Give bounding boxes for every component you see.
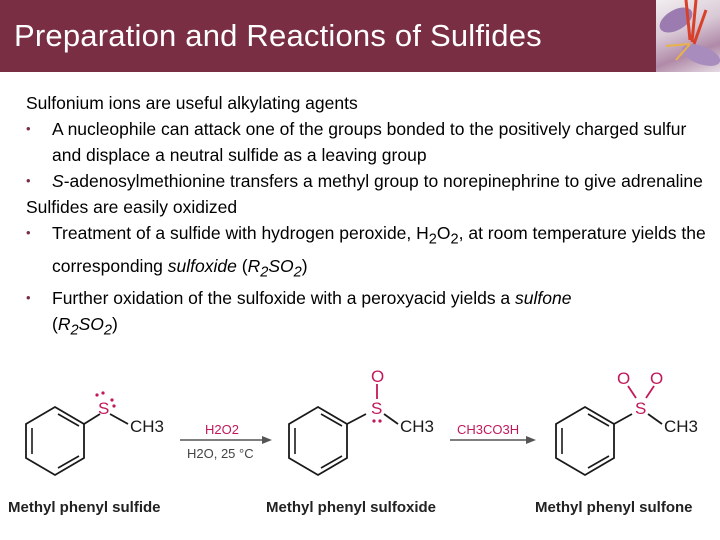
methyl-group: CH3 xyxy=(664,417,699,436)
caption-sulfone: Methyl phenyl sulfone xyxy=(535,499,693,516)
heading-sulfonium: Sulfonium ions are useful alkylating agents xyxy=(26,93,358,113)
oxygen-atom: O xyxy=(371,367,385,386)
methyl-phenyl-sulfoxide-structure xyxy=(289,367,434,475)
sulfur-atom: S xyxy=(98,399,110,418)
sulfur-atom: S xyxy=(635,399,647,418)
oxygen-atom: O xyxy=(650,369,664,388)
bullet-peroxyacid: • Further oxidation of the sulfoxide with a peroxyacid yields a sulfone $(R_2SO_2)$ xyxy=(26,285,706,344)
methyl-phenyl-sulfide-structure xyxy=(26,391,164,475)
bullet-peroxide: • Treatment of a sulfide with hydrogen peroxide, $H_2O_2$, at room temperature yields the corresponding sulfoxide $(R_2SO_2)$ xyxy=(26,220,706,285)
title-bar xyxy=(0,0,656,72)
bullet-icon: • xyxy=(26,121,31,136)
bullet-icon: • xyxy=(26,290,31,305)
reagent-h2o2: H2O2 xyxy=(205,422,239,437)
slide-body xyxy=(26,90,706,344)
bullet-icon: • xyxy=(26,225,31,240)
methyl-group: CH3 xyxy=(130,417,165,436)
caption-sulfoxide: Methyl phenyl sulfoxide xyxy=(266,499,437,516)
sulfur-atom: S xyxy=(371,399,383,418)
saffron-flower-image xyxy=(656,0,720,72)
reagent-peracetic-acid: CH3CO3H xyxy=(457,422,520,437)
heading-oxidized: Sulfides are easily oxidized xyxy=(26,197,238,217)
reaction-arrow-1 xyxy=(180,422,272,461)
bullet-nucleophile: • A nucleophile can attack one of the groups bonded to the positively charged sulfur and displace a neutral sulfide as a leaving group xyxy=(26,116,706,168)
reaction-scheme xyxy=(0,362,720,540)
slide-title: Preparation and Reactions of Sulfides xyxy=(14,18,542,53)
methyl-group: CH3 xyxy=(400,417,435,436)
reagent-conditions: H2O, 25 °C xyxy=(187,446,254,461)
methyl-phenyl-sulfone-structure xyxy=(556,369,698,475)
caption-sulfide: Methyl phenyl sulfide xyxy=(8,499,161,516)
reaction-arrow-2 xyxy=(450,422,536,444)
bullet-icon: • xyxy=(26,173,31,188)
oxygen-atom: O xyxy=(617,369,631,388)
bullet-adenosylmethionine: • S-adenosylmethionine transfers a methyl group to norepinephrine to give adrenaline xyxy=(26,168,706,194)
